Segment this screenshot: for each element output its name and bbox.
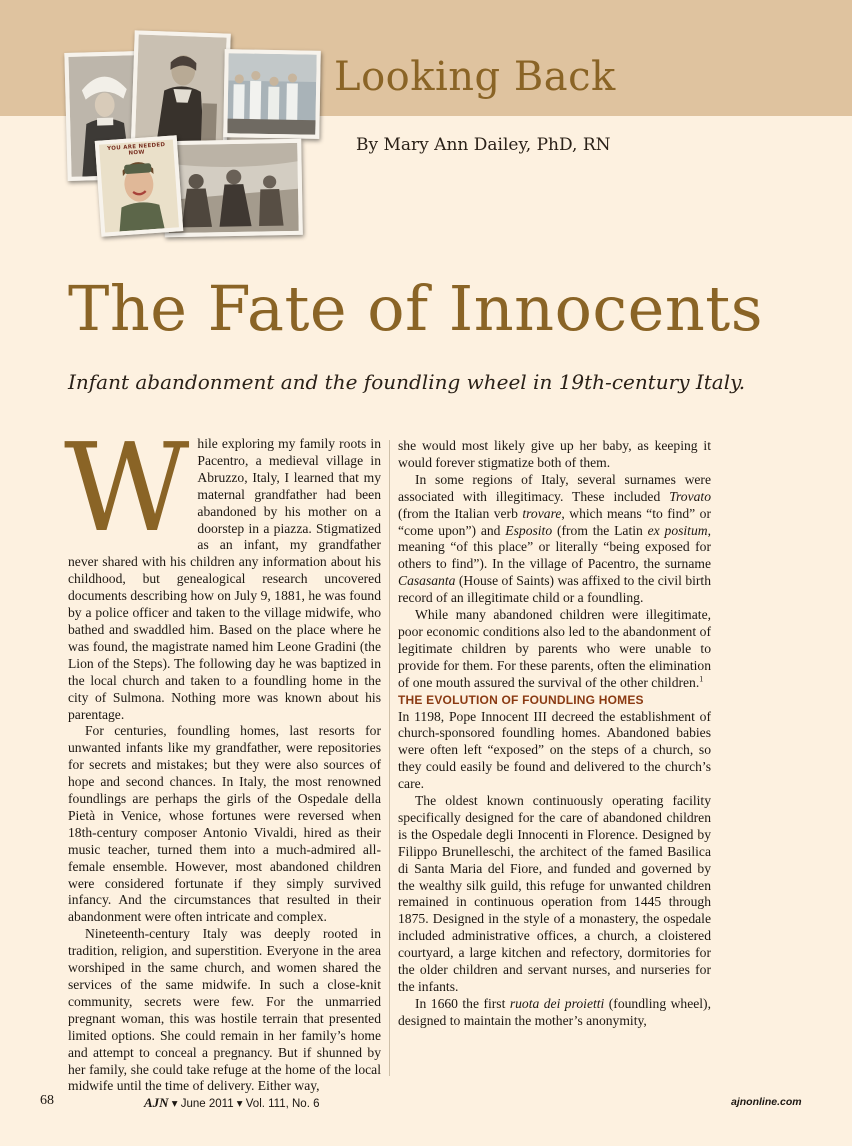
journal-url: ajnonline.com [731, 1096, 802, 1108]
column-left [64, 417, 381, 1095]
paragraph: Nineteenth-century Italy was deeply rooted in tradition, religion, and superstition. Everyone in the area worshiped in the same church, and women shared the services of the same midwife. In such a close-knit community, secrets were few. For the unmarried pregnant woman, this was hostile terrain that presented limited options. She could remain in her family’s home and attempt to conceal a pregnancy. But if shunned by her family, she could take refuge at the home of the local midwife until the time of delivery. Either way, [68, 926, 381, 1094]
paragraph: While many abandoned children were illegitimate, poor economic conditions also led to the abandonment of legitimate children by parents who were unable to provide for them. For these parents, often the elimination of one mouth assured the survival of the other children.$^1$ [398, 607, 711, 690]
historical-photo-collage [0, 0, 330, 240]
wartime-nurse-poster [95, 135, 183, 236]
journal-issue [144, 1095, 320, 1111]
engraving-illustration [163, 139, 303, 237]
column-right [398, 438, 711, 1030]
column-divider [389, 440, 390, 1076]
section-heading: THE EVOLUTION OF FOUNDLING HOMES [398, 692, 644, 707]
article-title: The Fate of Innocents [68, 272, 764, 345]
paragraph: In 1660 the first ruota dei proietti (foundling wheel), designed to maintain the mother’s anonymity, [398, 995, 711, 1028]
footnote-ref: 1 [699, 674, 704, 684]
paragraph: In some regions of Italy, several surnames were associated with illegitimacy. These included Trovato (from the Italian verb trovare, which means “to find” or “come upon”) and Esposito (from the Latin ex positum, meaning “of this place” or literally “being exposed for others to find”). In the village of Pacentro, the surname Casasanta (House of Saints) was affixed to the civil birth record of an illegitimate child or a foundling. [398, 471, 712, 606]
byline: By Mary Ann Dailey, PhD, RN [356, 135, 611, 155]
paragraph: For centuries, foundling homes, last resorts for unwanted infants like my grandfather, were repositories for secrets and mistakes; but they were also sources of hope and second chances. In Italy, the most renowned foundlings are perhaps the girls of the Ospedale della Pietà in Venice, whose fortunes were reversed when 18th-century composer Antonio Vivaldi, hired as their music teacher, turned them into a much-admired all-female ensemble. However, most abandoned children were considered fortunate if they simply survived infancy. And the circumstances that resulted in their abandonment were often intricate and complex. [68, 723, 381, 925]
paragraph: In 1198, Pope Innocent III decreed the establishment of church-sponsored foundling homes. Abandoned babies were often left “exposed” on the steps of a church, so they could easily be found and delivered to the church’s care. [398, 708, 711, 792]
paragraph: she would most likely give up her baby, as keeping it would forever stigmatize both of them. [398, 438, 711, 470]
article-subtitle: Infant abandonment and the foundling wheel in 19th-century Italy. [68, 370, 746, 394]
poster-caption: YOU ARE NEEDED NOW [107, 142, 166, 157]
hospital-ward-photo [223, 49, 321, 139]
issue-info: ▾ June 2011 ▾ Vol. 111, No. 6 [171, 1098, 320, 1110]
page-number: 68 [40, 1093, 54, 1108]
paragraph: While exploring my family roots in Pacentro, a medieval village in Abruzzo, Italy, I learned that my maternal grandfather had been abandoned by his mother on a doorstep in a piazza. Stigmatized as an infant, my grandfather never shared with his children any information about his childhood, but genealogical research uncovered documents describing how on July 9, 1881, he was found by a police officer and taken to the village midwife, who bathed and swaddled him. Based on the place where he was found, the magistrate named him Leone Gradini (the Lion of the Steps). The following day he was baptized in the local church and taken to a foundling home in the city of Sulmona. Nothing more was known about his parentage. [64, 417, 381, 722]
department-title: Looking Back [334, 54, 616, 100]
paragraph: The oldest known continuously operating facility specifically designed for the care of abandoned children is the Ospedale degli Innocenti in Florence. Designed by Filippo Brunelleschi, the architect of the famed Basilica di Santa Maria del Fiore, and funded and governed by the wealthy silk guild, this refuge for unwanted children remained in continuous operation from 1445 through 1875. Designed in the style of a monastery, the ospedale included administrative offices, a church, a cloistered courtyard, a large kitchen and refectory, dormitories for the older children and servant nurses, and nurseries for the infants. [398, 793, 711, 994]
drop-cap: W [64, 417, 190, 559]
journal-name: AJN [144, 1095, 169, 1110]
